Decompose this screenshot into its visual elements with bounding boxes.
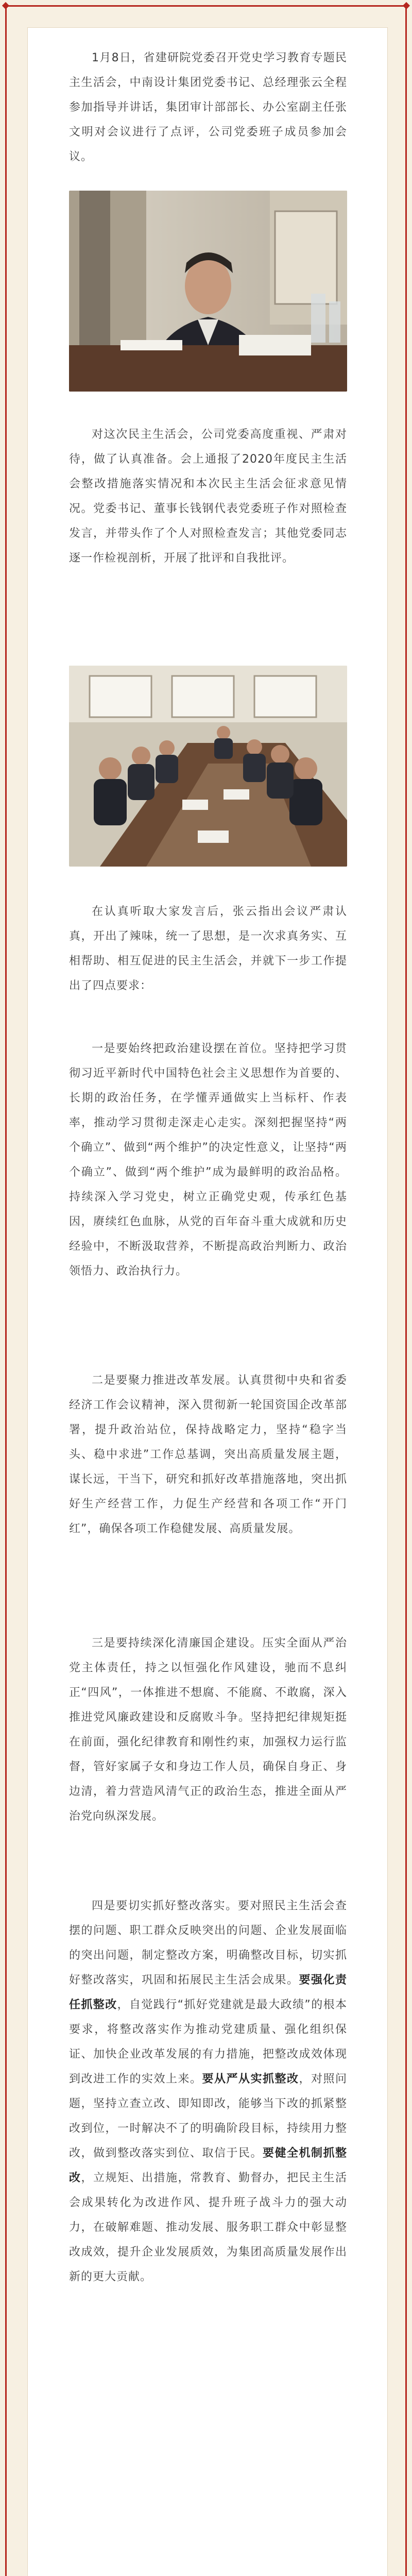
meeting-photo-speaker — [69, 191, 347, 392]
paragraph-text: ，自觉践行“抓好党建就是最大政绩”的根本要求，将整改落实作为推动党建质量、强化组织保证、加快企业改革发展的有力措施，把整改成效体现到改进工作的实效上来。 — [69, 1998, 347, 2086]
article-paragraph-point-four — [69, 1894, 347, 2290]
corner-ornament — [2, 2, 9, 9]
article-paragraph-preparation — [69, 422, 347, 571]
meeting-photo-room — [69, 666, 347, 867]
paragraph-text: 三是要持续深化清廉国企建设。压实全面从严治党主体责任，持之以恒强化作风建设，驰而不息纠正“四风”，一体推进不想腐、不能腐、不敢腐，深入推进党风廉政建设和反腐败斗争。坚持把纪律规矩挺在前面，强化纪律教育和刚性约束，加强权力运行监督，管好家属子女和身边工作人员，确保自身正、身边清，着力营造风清气正的政治生态，推进全面从严治党向纵深发展。 — [69, 1637, 347, 1823]
article-paragraph-requirements-intro — [69, 900, 347, 998]
bold-emphasis: 要强化责任抓整改 — [69, 1974, 347, 2011]
article-paragraph-intro — [69, 46, 347, 170]
paragraph-text: 1月8日，省建研院党委召开党史学习教育专题民主生活会，中南设计集团党委书记、总经理张云全程参加指导并讲话，集团审计部部长、办公室副主任张文明对会议进行了点评，公司党委班子成员参加会议。 — [69, 52, 347, 163]
article-paragraph-point-two — [69, 1368, 347, 1541]
paragraph-text: ，立规矩、出措施，常教育、勤督办，把民主生活会成果转化为改进作风、提升班子战斗力的强大动力，在破解难题、推动发展、服务职工群众中彰显整改成效，提升企业发展质效，为集团高质量发展作出新的更大贡献。 — [69, 2172, 347, 2283]
bold-emphasis: 要健全机制抓整改 — [69, 2147, 347, 2184]
paragraph-text: 在认真听取大家发言后，张云指出会议严肃认真，开出了辣味，统一了思想，是一次求真务实、互相帮助、相互促进的民主生活会，并就下一步工作提出了四点要求： — [69, 905, 347, 992]
paragraph-text: 一是要始终把政治建设摆在首位。坚持把学习贯彻习近平新时代中国特色社会主义思想作为首要的、长期的政治任务，在学懂弄通做实上当标杆、作表率，推动学习贯彻走深走心走实。深刻把握坚持“两个确立”、做到“两个维护”的决定性意义，让坚持“两个确立”、做到“两个维护”成为最鲜明的政治品格。持续深入学习党史，树立正确党史观，传承红色基因，赓续红色血脉，从党的百年奋斗重大成就和历史经验中，不断汲取营养，不断提高政治判断力、政治领悟力、政治执行力。 — [69, 1042, 347, 1278]
paragraph-text: 对这次民主生活会，公司党委高度重视、严肃对待，做了认真准备。会上通报了2020年度民主生活会整改措施落实情况和本次民主生活会征求意见情况。党委书记、董事长钱钢代表党委班子作对照检查发言，并带头作了个人对照检查发言；其他党委同志逐一作检视剖析，开展了批评和自我批评。 — [69, 428, 347, 565]
page-frame — [5, 5, 407, 2576]
corner-ornament — [403, 2, 410, 9]
paragraph-text: ，对照问题，坚持立查立改、即知即改，能够当下改的抓紧整改到位，一时解决不了的明确阶段目标，持续用力整改，做到整改落实到位、取信于民。 — [69, 2073, 347, 2160]
article-paragraph-point-one — [69, 1037, 347, 1284]
article-paragraph-point-three — [69, 1631, 347, 1829]
article-card — [27, 27, 388, 2576]
paragraph-text: 四是要切实抓好整改落实。要对照民主生活会查摆的问题、职工群众反映突出的问题、企业发展面临的突出问题，制定整改方案，明确整改目标，切实抓好整改落实，巩固和拓展民主生活会成果。 — [69, 1900, 347, 1987]
paragraph-text: 二是要聚力推进改革发展。认真贯彻中央和省委经济工作会议精神，深入贯彻新一轮国资国企改革部署，提升政治站位，保持战略定力，坚持“稳字当头、稳中求进”工作总基调，突出高质量发展主题，谋长远，干当下，研究和抓好改革措施落地，突出抓好生产经营工作，力促生产经营和各项工作“开门红”，确保各项工作稳健发展、高质量发展。 — [69, 1374, 347, 1535]
bold-emphasis: 要从严从实抓整改 — [202, 2073, 299, 2086]
